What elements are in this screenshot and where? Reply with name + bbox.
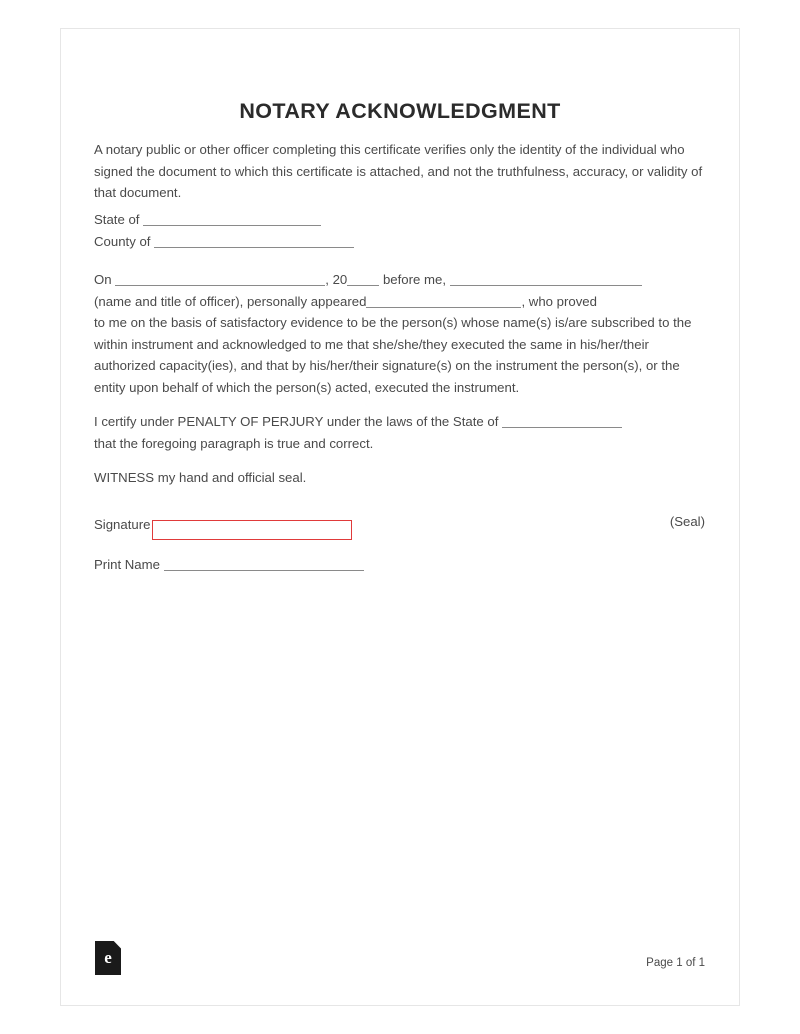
certify-state-blank[interactable] [502,414,622,428]
appearance-block [94,269,714,398]
date-blank[interactable] [115,272,325,286]
state-label: State of [94,212,140,227]
who-proved: , who proved [521,293,597,309]
document-sheet [60,28,740,1006]
before-me-label: before me, [382,272,446,287]
print-name-blank[interactable] [164,557,364,571]
officer-line [94,291,714,313]
intro-paragraph: A notary public or other officer completing this certificate verifies only the identity of the individual who signed the document to which this certificate is attached, and not the truthfulness, accuracy, or validity of that document. [94,142,703,200]
certify-block [94,411,714,454]
county-line [94,231,714,253]
certify-text-1: I certify under PENALTY OF PERJURY under the laws of the State of [94,414,499,429]
state-county-block [94,209,714,252]
seal-label: (Seal) [669,514,705,529]
officer-note: (name and title of officer), personally appeared [94,293,367,309]
signature-label: Signature [94,517,151,532]
on-line [94,269,714,291]
page-indicator: Page 1 of 1 [646,957,705,969]
county-label: County of [94,233,151,249]
officer-name-blank[interactable] [450,272,642,286]
county-blank[interactable] [154,234,354,248]
certify-line-2: that the foregoing paragraph is true and correct. [94,435,374,451]
evidence-paragraph: to me on the basis of satisfactory evidence to be the person(s) whose name(s) is/are subscribed to the within instrument and acknowledged to me that she/she/they executed the same in his/her/their authorized capacity(ies), and that by his/her/their signature(s) on the instrument the person(s), or the entity upon behalf of which the person(s) acted, executed the instrument. [94,315,692,395]
page-title: NOTARY ACKNOWLEDGMENT [239,99,561,123]
year-prefix: , 20 [325,272,348,287]
print-name-label: Print Name [94,557,160,572]
eforms-logo-icon [95,941,123,977]
print-name-row [94,554,714,576]
witness-line: WITNESS my hand and official seal. [94,470,307,485]
logo-letter: e [104,948,112,967]
certify-line-1 [94,411,714,433]
signature-input[interactable] [152,520,352,540]
on-label: On [94,272,112,287]
state-line [94,209,714,231]
year-blank[interactable] [347,272,379,286]
appeared-blank[interactable] [366,294,521,308]
signature-row [94,514,714,540]
state-blank[interactable] [143,212,321,226]
